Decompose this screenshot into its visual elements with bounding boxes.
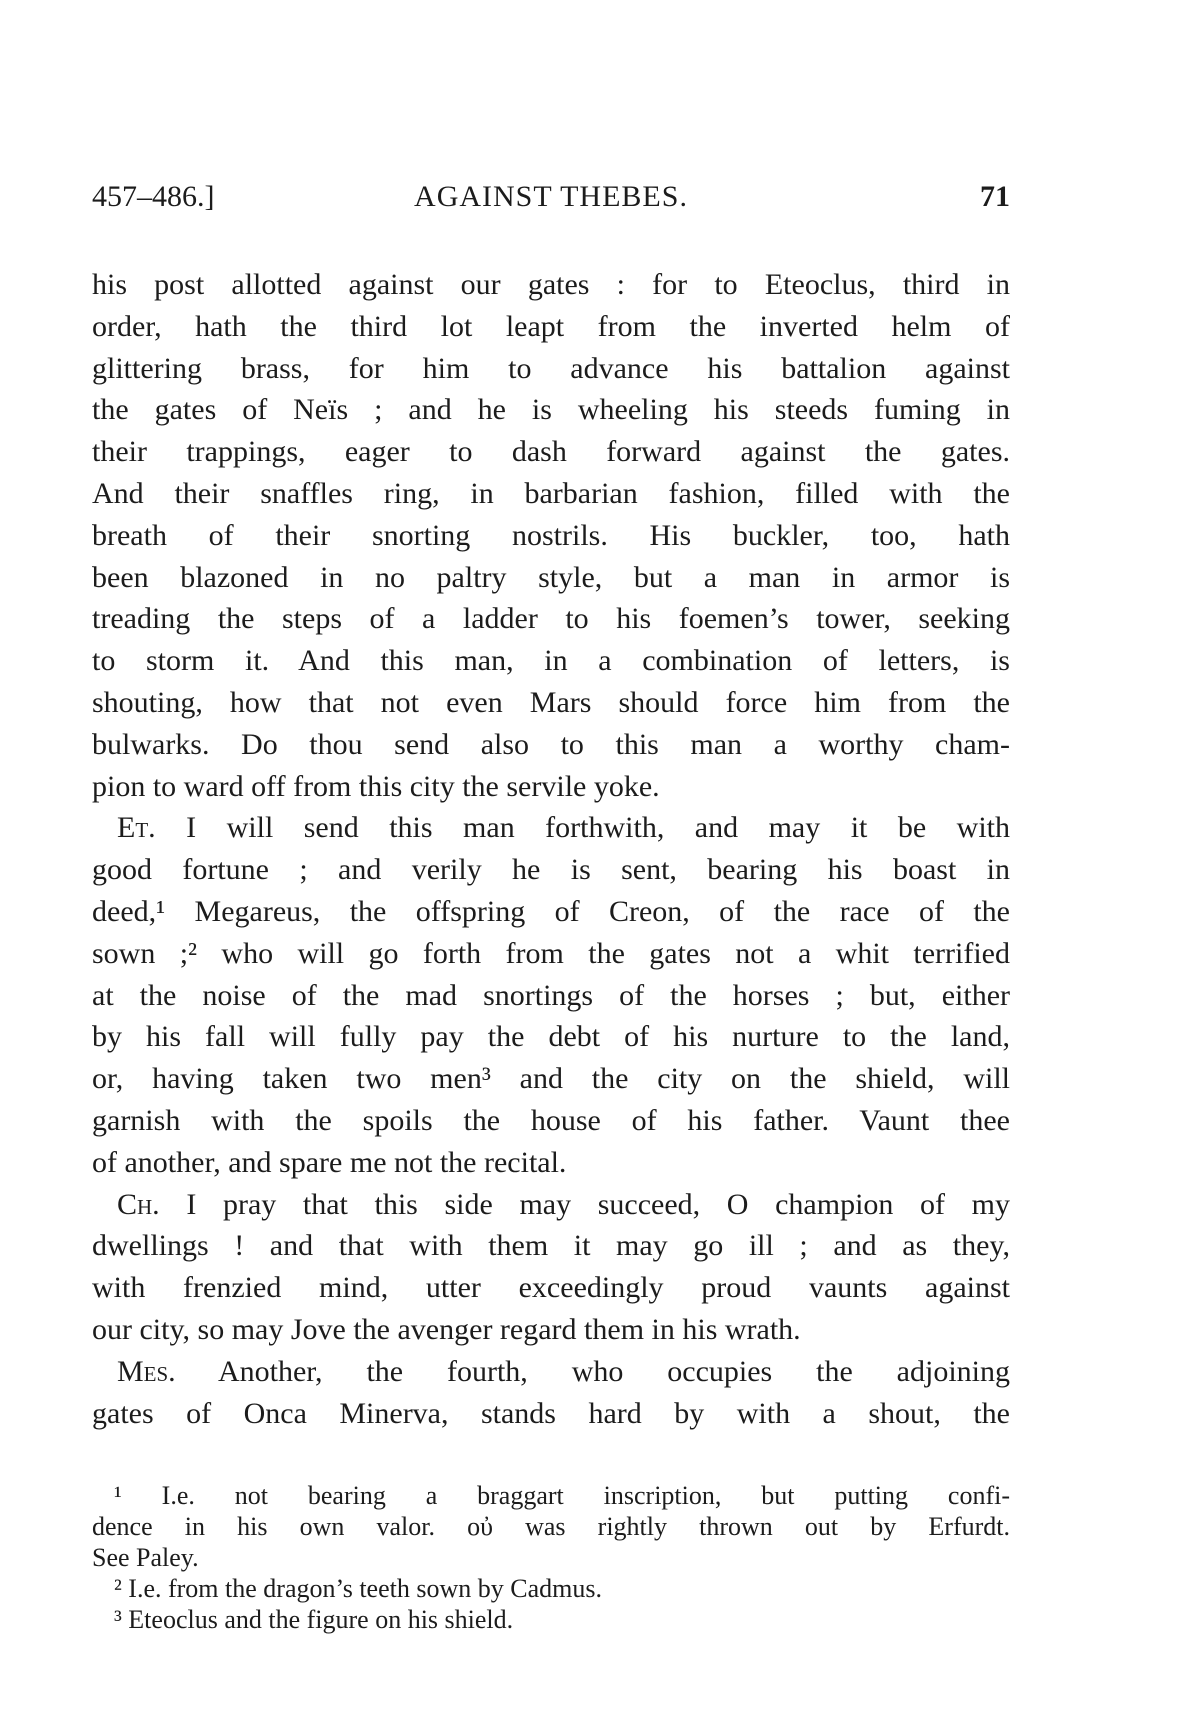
- text-line: And their snaffles ring, in barbarian fashion, filled with the: [92, 476, 1010, 510]
- text-line: or, having taken two men³ and the city on the shield, will: [92, 1062, 1010, 1096]
- paragraph-2: [92, 807, 1010, 1183]
- text-line: been blazoned in no paltry style, but a man in armor is: [92, 560, 1010, 594]
- paragraph-1: [92, 264, 1010, 807]
- paragraph-3: [92, 1184, 1010, 1351]
- text-line: by his fall will fully pay the debt of his nurture to the land,: [92, 1020, 1010, 1054]
- footnote-line: See Paley.: [92, 1543, 199, 1572]
- text-line: garnish with the spoils the house of his father. Vaunt thee: [92, 1103, 1010, 1137]
- line-range: 457–486.]: [92, 180, 215, 213]
- text-line: [92, 1184, 1010, 1226]
- footnote-line: dence in his own valor. οὐ was rightly thrown out by Erfurdt.: [92, 1512, 1010, 1541]
- text-line: glittering brass, for him to advance his battalion against: [92, 351, 1010, 385]
- text-line: order, hath the third lot leapt from the inverted helm of: [92, 309, 1010, 343]
- text-line: with frenzied mind, utter exceedingly proud vaunts against: [92, 1271, 1010, 1305]
- page-number: 71: [980, 180, 1010, 213]
- text-line: to storm it. And this man, in a combination of letters, is: [92, 644, 1010, 678]
- text-line: [92, 1351, 1010, 1393]
- footnote-3: [92, 1604, 1010, 1635]
- body-text: [92, 264, 1010, 1434]
- text-line: shouting, how that not even Mars should force him from the: [92, 685, 1010, 719]
- text-line: of another, and spare me not the recital.: [92, 1145, 567, 1179]
- footnote-line: ¹ I.e. not bearing a braggart inscription, but putting confi-: [114, 1481, 1010, 1510]
- text-line: [92, 807, 1010, 849]
- text-line: at the noise of the mad snortings of the horses ; but, either: [92, 978, 1010, 1012]
- text-line: deed,¹ Megareus, the offspring of Creon, of the race of the: [92, 894, 1010, 928]
- footnote-1: [92, 1480, 1010, 1573]
- text-line: his post allotted against our gates : for to Eteoclus, third in: [92, 268, 1010, 301]
- text-line: good fortune ; and verily he is sent, bearing his boast in: [92, 853, 1010, 887]
- footnote-line: ² I.e. from the dragon’s teeth sown by Cadmus.: [114, 1574, 602, 1603]
- text-line: dwellings ! and that with them it may go ill ; and as they,: [92, 1229, 1010, 1263]
- text-line: breath of their snorting nostrils. His buckler, too, hath: [92, 518, 1010, 552]
- footnote-line: ³ Eteoclus and the figure on his shield.: [114, 1605, 514, 1634]
- running-head: [92, 180, 1010, 224]
- page-title: AGAINST THEBES.: [414, 180, 688, 213]
- text-line: treading the steps of a ladder to his foemen’s tower, seeking: [92, 602, 1010, 636]
- text-line-content: Another, the fourth, who occupies the adjoining: [217, 1354, 1010, 1388]
- text-line-content: I pray that this side may succeed, O champion of my: [186, 1187, 1010, 1221]
- text-line: pion to ward off from this city the servile yoke.: [92, 769, 660, 803]
- text-line: the gates of Neïs ; and he is wheeling his steeds fuming in: [92, 393, 1010, 427]
- speaker-label: Ch.: [117, 1187, 160, 1221]
- text-line: gates of Onca Minerva, stands hard by with a shout, the: [92, 1396, 1010, 1430]
- footnote-2: [92, 1573, 1010, 1604]
- text-line: sown ;² who will go forth from the gates not a whit terrified: [92, 936, 1010, 970]
- speaker-label: Et.: [117, 811, 156, 845]
- text-line: our city, so may Jove the avenger regard them in his wrath.: [92, 1312, 801, 1346]
- text-line: their trappings, eager to dash forward against the gates.: [92, 435, 1010, 469]
- footnotes: [92, 1480, 1010, 1635]
- text-line: bulwarks. Do thou send also to this man a worthy cham-: [92, 727, 1010, 761]
- text-line-content: I will send this man forthwith, and may it be with: [186, 811, 1010, 845]
- paragraph-4: [92, 1351, 1010, 1435]
- speaker-label: Mes.: [117, 1354, 176, 1388]
